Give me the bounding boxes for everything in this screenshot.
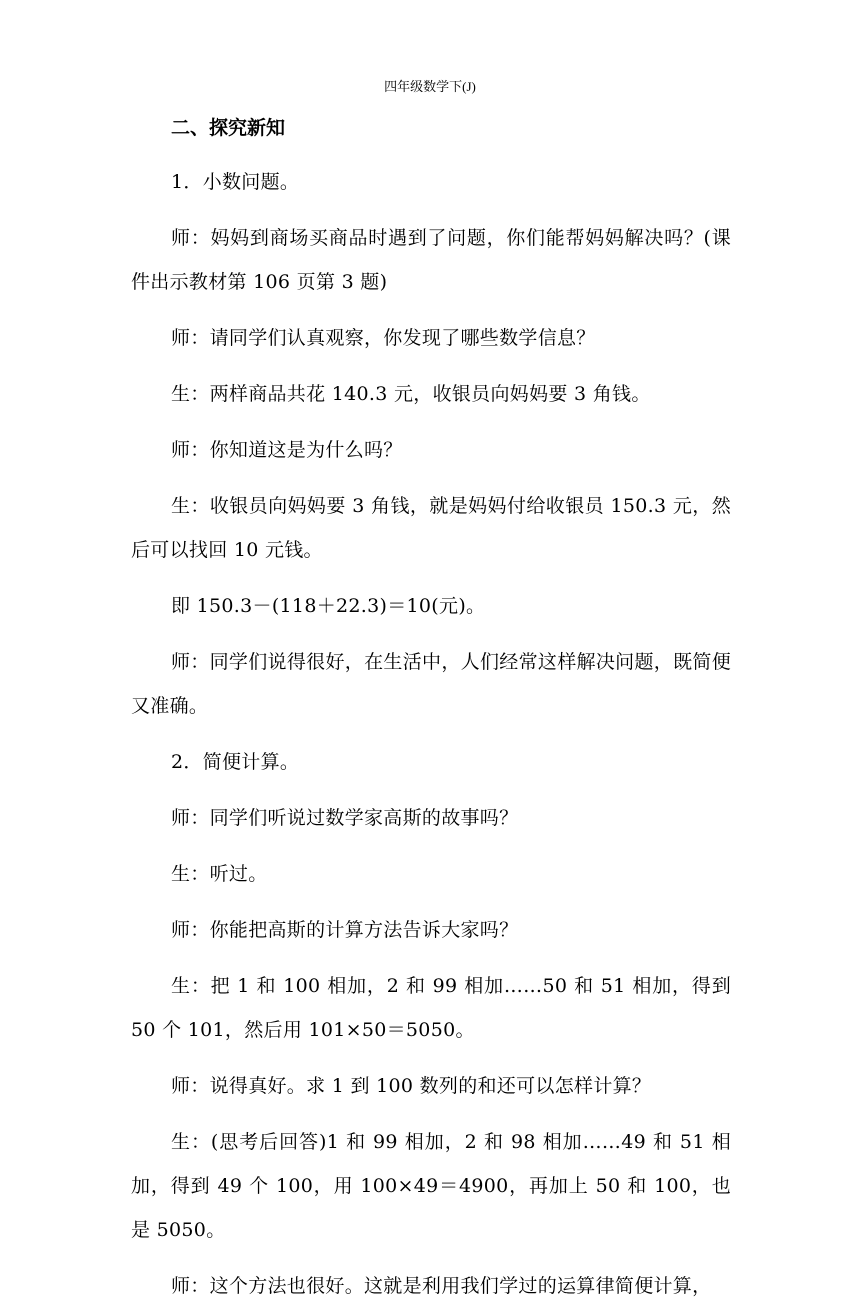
paragraph-teacher-method: 师：你能把高斯的计算方法告诉大家吗？ — [171, 919, 519, 941]
paragraph-student-heard: 生：听过。 — [171, 863, 268, 885]
paragraph-teacher-other-way: 师：说得真好。求 1 到 100 数列的和还可以怎样计算？ — [171, 1075, 652, 1097]
page-header: 四年级数学下(J) — [384, 79, 476, 94]
paragraph-teacher-praise: 师：同学们说得很好，在生活中，人们经常这样解决问题，既简便又准确。 — [131, 651, 731, 717]
paragraph-decimal-problem-title: 1．小数问题。 — [171, 171, 300, 193]
paragraph-teacher-conclusion: 师：这个方法也很好。这就是利用我们学过的运算律简便计算， — [171, 1275, 712, 1297]
paragraph-teacher-why: 师：你知道这是为什么吗？ — [171, 439, 403, 461]
paragraph-teacher-question: 师：妈妈到商场买商品时遇到了问题，你们能帮妈妈解决吗？(课件出示教材第 106 页第 3 题) — [131, 227, 731, 293]
paragraph-student-explain: 生：收银员向妈妈要 3 角钱，就是妈妈付给收银员 150.3 元，然后可以找回 10 元钱。 — [131, 495, 731, 561]
paragraph-teacher-observe: 师：请同学们认真观察，你发现了哪些数学信息？ — [171, 327, 596, 349]
paragraph-student-gauss-method: 生：把 1 和 100 相加，2 和 99 相加……50 和 51 相加，得到 50 个 101，然后用 101×50＝5050。 — [131, 975, 731, 1041]
paragraph-teacher-gauss: 师：同学们听说过数学家高斯的故事吗？ — [171, 807, 519, 829]
paragraph-student-other-way: 生：(思考后回答)1 和 99 相加，2 和 98 相加……49 和 51 相加，得到 49 个 100，用 100×49＝4900，再加上 50 和 100，也是 5050。 — [131, 1131, 731, 1241]
document-body — [131, 112, 731, 1308]
paragraph-equation: 即 150.3－(118＋22.3)＝10(元)。 — [171, 595, 486, 617]
paragraph-student-info: 生：两样商品共花 140.3 元，收银员向妈妈要 3 角钱。 — [171, 383, 651, 405]
paragraph-simple-calc-title: 2．简便计算。 — [171, 751, 300, 773]
section-heading: 二、探究新知 — [171, 117, 286, 139]
